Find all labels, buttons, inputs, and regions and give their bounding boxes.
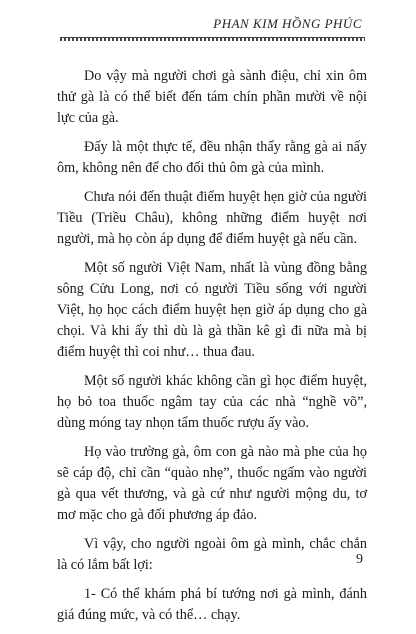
paragraph-7: Vì vậy, cho người ngoài ôm gà mình, chắc chắn là có lắm bất lợi:	[57, 536, 367, 573]
paragraph-3: Chưa nói đến thuật điểm huyệt hẹn giờ của người Tiều (Triều Châu), không những điểm huyệt nơi người, mà họ còn áp dụng để điểm huyệt gà nếu cần.	[57, 189, 367, 247]
running-header-title: PHAN KIM HỒNG PHÚC	[213, 16, 362, 31]
paragraph-6: Họ vào trường gà, ôm con gà nào mà phe của họ sẽ cáp độ, chỉ cần “quào nhẹ”, thuốc ngấm vào người gà qua vết thương, và gà cứ như người mộng du, tơ mơ mặc cho gà đối phương áp đảo.	[57, 444, 367, 523]
page-number: 9	[356, 552, 363, 567]
paragraph-5: Một số người khác không cần gì học điểm huyệt, họ bỏ toa thuốc ngâm tay của các nhà “nghề võ”, dùng móng tay nhọn tẩm thuốc rượu ấy vào.	[57, 373, 367, 431]
paragraph-1: Do vậy mà người chơi gà sành điệu, chỉ xin ôm thử gà là có thể biết đến tám chín phần mười về nội lực của gà.	[57, 68, 367, 126]
paragraph-8: 1- Có thể khám phá bí tướng nơi gà mình, đánh giá đúng mức, và có thể… chạy.	[57, 586, 367, 623]
paragraph-2: Đấy là một thực tế, đều nhận thấy rằng gà ai nấy ôm, không nên để cho đối thủ ôm gà của mình.	[57, 139, 367, 176]
paragraph-4: Một số người Việt Nam, nhất là vùng đồng bằng sông Cửu Long, nơi có người Tiều sống với người Việt, họ học cách điểm huyệt hẹn giờ áp dụng cho gà chọi. Và khi ấy thì dù là gà thần kê gì đi nữa mà bị điểm huyệt thì coi như… thua đau.	[57, 260, 367, 360]
body-text	[57, 66, 367, 634]
header-rule	[60, 37, 365, 41]
